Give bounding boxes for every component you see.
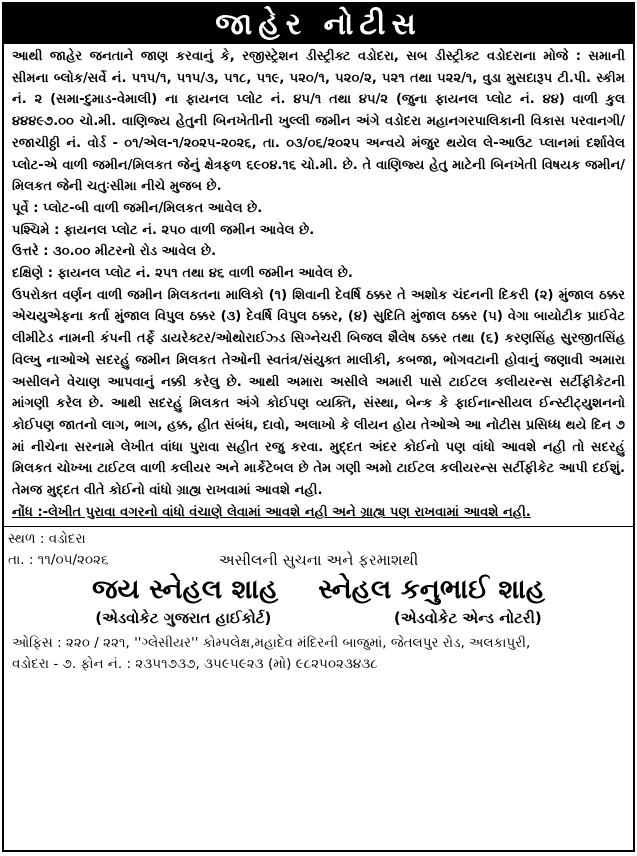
place-line: સ્થળ : વડોદરા [8,531,86,548]
client-instruction: અસીલની સુચના અને ફરમાશથી [218,551,419,570]
public-notice [2,2,635,852]
boundary-east: પૂર્વે : પ્લોટ-બી વાળી જમીન/મિલકત આવેલ છે. [12,200,263,216]
advocate-name-2: સ્નેહલ કનુભાઈ શાહ [318,574,545,606]
divider [4,526,633,527]
boundary-west: પશ્ચિમે : ફાયનલ પ્લોટ નં. ૨૫૦ વાળી જમીન આવેલ છે. [12,222,315,238]
date-line: તા. : ૧૧/૦૫/૨૦૨૬ [8,552,109,569]
advocate-role-2: (એડવોકેટ એન્ડ નોટરી) [393,609,542,628]
note-line: નોંધ :-લેખીત પુરાવા વગરનો વાંધો વંચાણે લેવામાં આવશે નહી અને ગ્રાહ્ય પણ રાખવામાં આવશે નહી. [12,504,531,520]
advocate-roles [4,607,633,629]
notice-title: જાહેર નોટીસ [4,4,633,44]
intro-paragraph: આથી જાહેર જનતાને જાણ કરવાનું કે, રજીસ્ટ્રેશન ડીસ્ટ્રીક્ટ વડોદરા, સબ ડીસ્ટ્રીક્ટ વડોદરાના મોજે : સમાની સીમના બ્લોક/સર્વે નં. ૫૧૫/૧, ૫૧૫/૩, ૫૧૮, ૫૧૯, ૫૨૦/૧, ૫૨૦/૨, ૫૨૧ તથા ૫૨૨/૧, વુડા મુસદારૂપ ટી.પી. સ્કીમ નં. ૨ (સમા-દુમાડ-વેમાલી) ના ફાયનલ પ્લોટ નં. ૪૫/૧ તથા ૪૫/૨ (જુના ફાયનલ પ્લોટ નં. ૪૪) વાળી કુલ ૪૪૪૯૭.૦૦ ચો.મી. વાણિજ્ય હેતુની બિનખેતીની ખુલ્લી જમીન અંગે વડોદરા મહાનગરપાલિકાની વિકાસ પરવાનગી/રજાચીઠ્ઠી નં. વોર્ડ - ૦૧/એલ-૧/૨૦૨૫-૨૦૨૬, તા. ૦૩/૦૬/૨૦૨૫ અન્વયે મંજુર થયેલ લે-આઉટ પ્લાનમાં દર્શાવેલ પ્લોટ-એ વાળી જમીન/મિલકત જેનું ક્ષેત્રફળ ૬૯૦૪.૧૬ ચો.મી. છે. તે વાણિજ્ય હેતુ માટેની બિનખેતી વિષયક જમીન/મિલકત જેની ચતુઃસીમા નીચે મુજબ છે. [12,49,625,195]
boundary-south: દક્ષિણે : ફાયનલ પ્લોટ નં. ૨૫૧ તથા ૪૬ વાળી જમીન આવેલ છે. [12,266,353,282]
office-line-2: વડોદરા - ૭. ફોન નં. : ૨૩૫૧૭૩૭, ૩૫૯૫૯૨૩ (મો) ૯૮૨૫૦૨૩૪૩૮ [12,656,378,673]
office-line-1: ઓફિસ : ૨૨૦ / ૨૨૧, ''ગ્લેસીયર'' કોમ્પલેક્ષ,મહાદેવ મંદિરની બાજુમાં, જેતલપુર રોડ, અલકાપુરી, [12,635,531,652]
advocate-role-1: (એડવોકેટ ગુજરાત હાઈકોર્ટ) [95,609,272,628]
advocate-names [4,573,633,607]
notice-body [4,44,633,523]
boundary-north: ઉત્તરે : ૩૦.૦૦ મીટરનો રોડ આવેલ છે. [12,244,217,260]
office-address [4,629,633,675]
advocate-name-1: જય સ્નેહલ શાહ [92,574,279,606]
main-paragraph: ઉપરોક્ત વર્ણન વાળી જમીન મિલકતના માલિકો (૧) શિવાની દેવર્ષિ ઠક્કર તે અશોક ચંદનની દિકરી (૨) મુંજાલ ઠક્કર એચયુએફના કર્તા મુંજાલ વિપુલ ઠક્કર (૩) દેવર્ષિ વિપુલ ઠક્કર, (૪) સુદિતિ મુંજાલ ઠક્કર (૫) વેગા બાયોટીક પ્રાઈવેટ લીમીટેડ નામની કંપની તર્ફે ડાયરેક્ટર/ઓથોરાઈઝ્ડ સિગ્નેચરી બિજલ શૈલેષ ઠક્કર તથા (૬) કરણસિંહ સુરજીતસિંહ વિલ્ખુ નાઓએ સદરહું જમીન મિલકત તેઓની સ્વતંત્ર/સંયુક્ત માલીકી, કબજા, ભોગવટાની હોવાનું જણાવી અમારા અસીલને વેચાણ આપવાનું નક્કી કરેલુ છે. આથી અમારા અસીલે અમારી પાસે ટાઈટલ કલીયરન્સ સર્ટીફીકેટની માંગણી કરેલ છે. આથી સદરહું મિલકત અંગે કોઈપણ વ્યક્તિ, સંસ્થા, બેન્ક કે ફાઈનાન્સીયલ ઈન્સ્ટીટ્યુશનનો કોઈપણ જાતનો લાગ, ભાગ, હક્ક, હીત સંબંધ, દાવો, અલાખો કે લીયન હોય તેઓએ આ નોટીસ પ્રસિધ્ધ થયે દિન ૭ માં નીચેના સરનામે લેખીત વાંધા પુરાવા સહીત રજુ કરવા. મુદ્દત અંદર કોઈનો પણ વાંધો આવશે નહી તો સદરહું મિલકત ચોખ્ખા ટાઈટલ વાળી કલીયર અને માર્કેટેબલ છે તેમ ગણી અમો ટાઈટલ કલીયરન્સ સર્ટીફીકેટ આપી દઈશું. તેમજ મુદ્દત વીતે કોઈનો વાંધો ગ્રાહ્ય રાખવામાં આવશે નહી. [12,287,625,499]
